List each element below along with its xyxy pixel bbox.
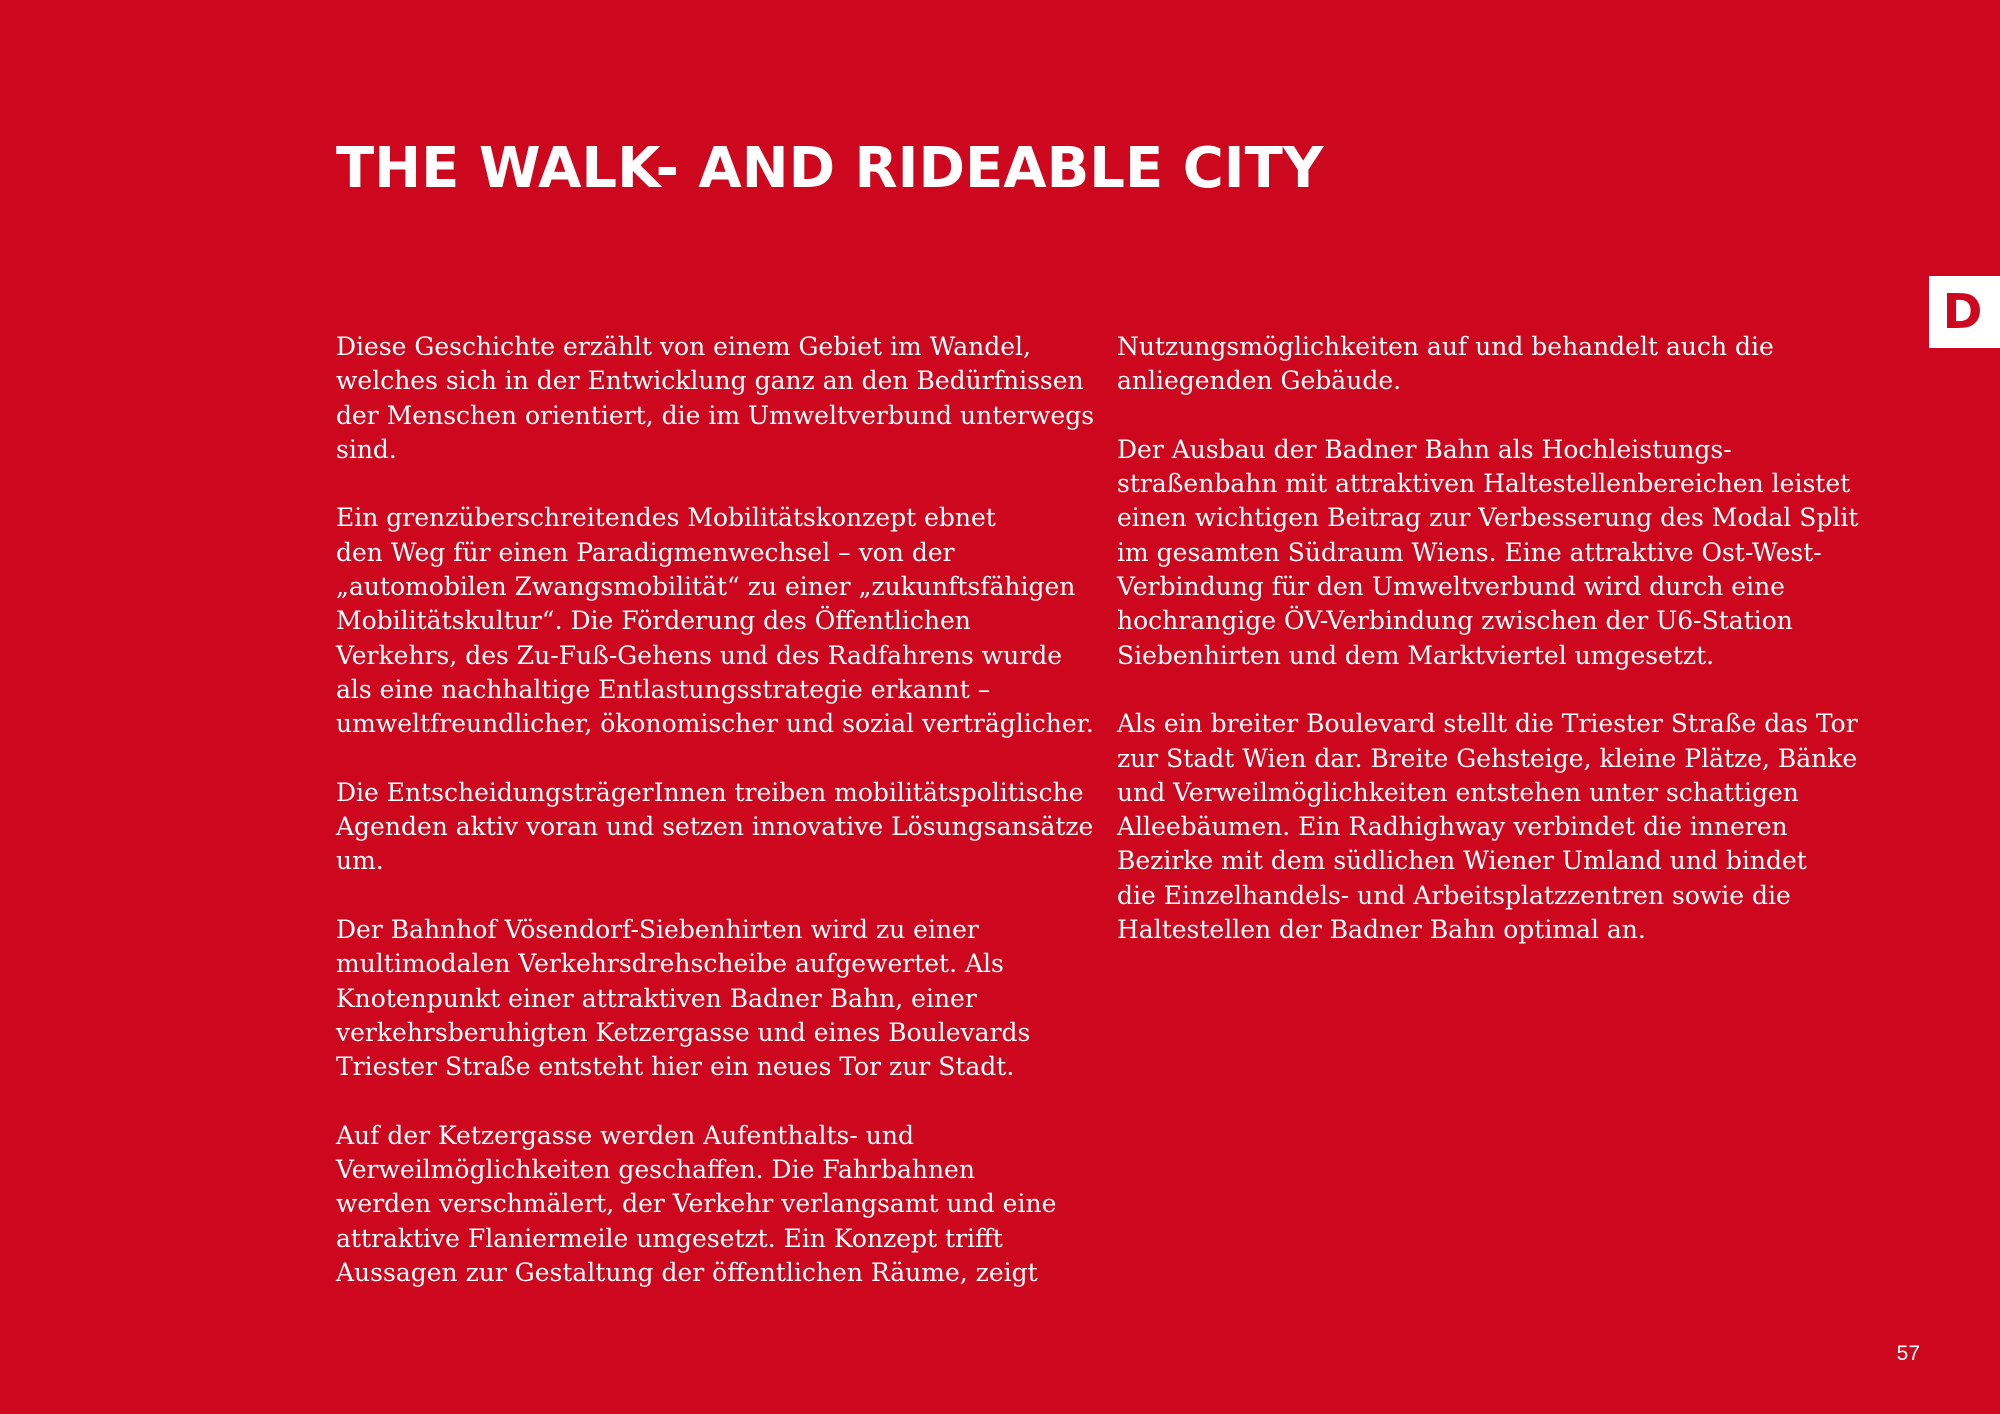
text-line: Agenden aktiv voran und setzen innovative Lösungsansätze xyxy=(336,812,1094,842)
text-line: Verkehrs, des Zu-Fuß-Gehens und des Radfahrens wurde xyxy=(336,640,1063,670)
text-line: „automobilen Zwangsmobilität“ zu einer „zukunftsfähigen xyxy=(336,572,1076,602)
text-line: Die EntscheidungsträgerInnen treiben mobilitätspolitische xyxy=(336,777,1084,807)
text-line: Alleebäumen. Ein Radhighway verbindet die inneren xyxy=(1117,812,1788,842)
text-line: Auf der Ketzergasse werden Aufenthalts- und xyxy=(336,1120,914,1150)
text-line: Aussagen zur Gestaltung der öffentlichen Räume, zeigt xyxy=(336,1258,1038,1288)
text-line: der Menschen orientiert, die im Umweltverbund unterwegs xyxy=(336,400,1095,430)
paragraph xyxy=(336,501,1096,741)
section-marker-tab: D xyxy=(1929,276,2000,348)
text-line: Der Bahnhof Vösendorf-Siebenhirten wird zu einer xyxy=(336,915,979,945)
text-line: den Weg für einen Paradigmenwechsel – von der xyxy=(336,537,955,567)
paragraph xyxy=(1117,707,1857,947)
text-line: Verweilmöglichkeiten geschaffen. Die Fahrbahnen xyxy=(336,1155,975,1185)
text-line: als eine nachhaltige Entlastungsstrategie erkannt – xyxy=(336,674,991,704)
text-line: werden verschmälert, der Verkehr verlangsamt und eine xyxy=(336,1189,1057,1219)
text-line: die Einzelhandels- und Arbeitsplatzzentren sowie die xyxy=(1117,880,1791,910)
text-line: Nutzungsmöglichkeiten auf und behandelt auch die xyxy=(1117,332,1774,361)
paragraph xyxy=(1117,433,1857,673)
text-line: Haltestellen der Badner Bahn optimal an. xyxy=(1117,915,1646,945)
text-line: im gesamten Südraum Wiens. Eine attraktive Ost-West- xyxy=(1117,537,1822,567)
page-title: THE WALK- AND RIDEABLE CITY xyxy=(336,136,1324,201)
text-line: um. xyxy=(336,846,384,876)
text-line: straßenbahn mit attraktiven Haltestellenbereichen leistet xyxy=(1117,469,1851,499)
text-line: Ein grenzüberschreitendes Mobilitätskonzept ebnet xyxy=(336,503,996,533)
paragraph xyxy=(336,1119,1096,1290)
text-line: Mobilitätskultur“. Die Förderung des Öffentlichen xyxy=(336,606,971,636)
text-line: Siebenhirten und dem Marktviertel umgesetzt. xyxy=(1117,640,1715,670)
text-line: welches sich in der Entwicklung ganz an den Bedürfnissen xyxy=(336,366,1084,396)
text-line: anliegenden Gebäude. xyxy=(1117,366,1402,396)
text-line: und Verweilmöglichkeiten entstehen unter schattigen xyxy=(1117,777,1799,807)
text-line: verkehrsberuhigten Ketzergasse und eines Boulevards xyxy=(336,1017,1031,1047)
text-line: Knotenpunkt einer attraktiven Badner Bahn, einer xyxy=(336,983,977,1013)
paragraph xyxy=(336,330,1096,467)
page-number: 57 xyxy=(1896,1342,1920,1365)
paragraph xyxy=(336,913,1096,1084)
text-line: Bezirke mit dem südlichen Wiener Umland und bindet xyxy=(1117,846,1807,876)
text-line: Der Ausbau der Badner Bahn als Hochleistungs- xyxy=(1117,434,1732,464)
paragraph xyxy=(336,776,1096,879)
paragraph xyxy=(1117,330,1857,399)
text-line: hochrangige ÖV-Verbindung zwischen der U6-Station xyxy=(1117,606,1793,636)
left-text-column xyxy=(336,330,1096,1325)
text-line: einen wichtigen Beitrag zur Verbesserung des Modal Split xyxy=(1117,503,1859,533)
text-line: attraktive Flaniermeile umgesetzt. Ein Konzept trifft xyxy=(336,1223,1003,1253)
text-line: zur Stadt Wien dar. Breite Gehsteige, kleine Plätze, Bänke xyxy=(1117,743,1858,773)
right-text-column xyxy=(1117,330,1857,982)
text-line: sind. xyxy=(336,434,397,464)
text-line: Triester Straße entsteht hier ein neues Tor zur Stadt. xyxy=(336,1052,1015,1082)
text-line: multimodalen Verkehrsdrehscheibe aufgewertet. Als xyxy=(336,949,1004,979)
text-line: Verbindung für den Umweltverbund wird durch eine xyxy=(1117,572,1785,602)
text-line: Diese Geschichte erzählt von einem Gebiet im Wandel, xyxy=(336,332,1031,361)
text-line: umweltfreundlicher, ökonomischer und sozial verträglicher. xyxy=(336,709,1094,739)
text-line: Als ein breiter Boulevard stellt die Triester Straße das Tor xyxy=(1117,709,1858,739)
